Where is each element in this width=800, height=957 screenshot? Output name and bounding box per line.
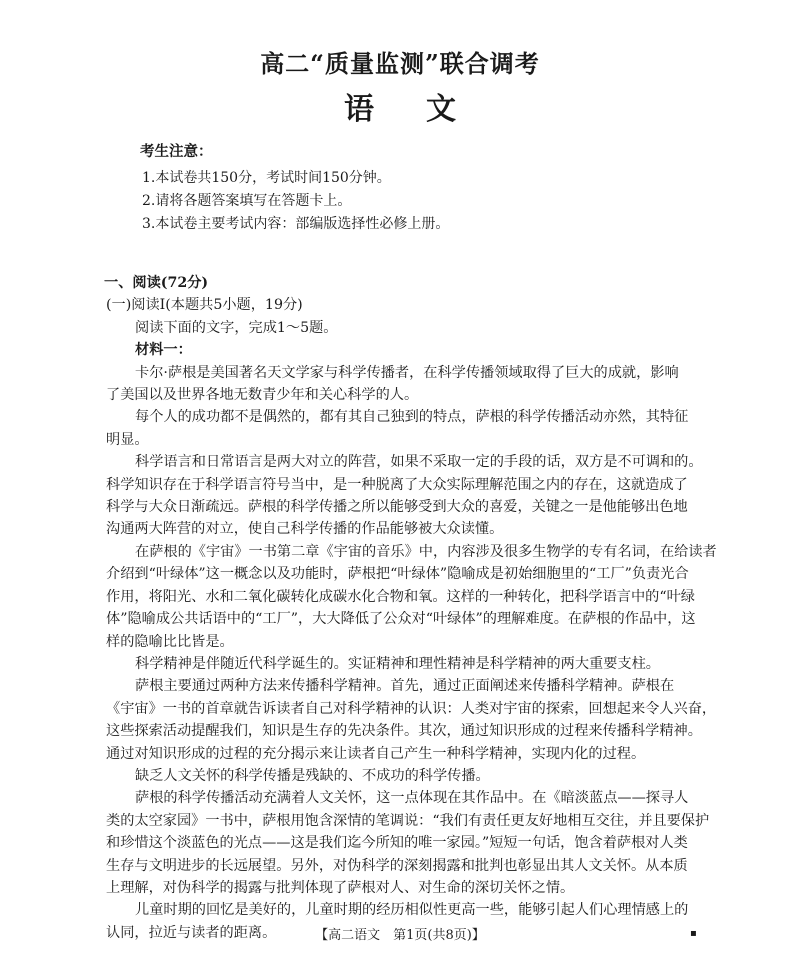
text-line: 科学与大众日渐疏远。萨根的科学传播之所以能够受到大众的喜爱，关键之一是他能够出色地 <box>106 499 688 516</box>
candidate-notice <box>140 140 449 236</box>
text-line: 认同，拉近与读者的距离。 <box>106 924 277 941</box>
text-line: 和珍惜这个淡蓝色的光点——这是我们迄今所知的唯一家园。”短短一句话，饱含着萨根对人类 <box>106 835 688 852</box>
notice-item: 3.本试卷主要考试内容：部编版选择性必修上册。 <box>142 216 450 232</box>
paragraph <box>106 765 700 787</box>
corner-mark: ▪ <box>690 928 697 939</box>
exam-title: 高二“质量监测”联合调考 <box>260 49 540 78</box>
paragraph <box>106 653 700 675</box>
text-line: 这些探索活动提醒我们，知识是生存的先决条件。其次，通过知识形成的过程来传播科学精神。 <box>106 723 702 740</box>
material-label: 材料一： <box>135 342 192 359</box>
paragraph <box>106 541 717 653</box>
notice-item: 2.请将各题答案填写在答题卡上。 <box>142 193 352 209</box>
text-line: 介绍到“叶绿体”这一概念以及功能时，萨根把“叶绿体”隐喻成是初始细胞里的“工厂”负责光合 <box>106 566 689 583</box>
paragraph <box>106 406 700 451</box>
sub-section-heading: (一)阅读Ⅰ(本题共5小题，19分) <box>106 297 303 314</box>
text-line: 沟通两大阵营的对立，使自己科学传播的作品能够被大众读懂。 <box>106 521 504 538</box>
text-line: 上理解，对伪科学的揭露与批判体现了萨根对人、对生命的深切关怀之情。 <box>106 879 575 896</box>
text-line: 儿童时期的回忆是美好的，儿童时期的经历相似性更高一些，能够引起人们心理情感上的 <box>135 902 689 919</box>
text-line: 缺乏人文关怀的科学传播是残缺的、不成功的科学传播。 <box>135 767 490 784</box>
text-line: 萨根的科学传播活动充满着人文关怀，这一点体现在其作品中。在《暗淡蓝点——探寻人 <box>135 790 689 807</box>
text-line: 生存与文明进步的长远展望。另外，对伪科学的深刻揭露和批判也彰显出其人文关怀。从本质 <box>106 857 688 874</box>
text-line: 科学精神是伴随近代科学诞生的。实证精神和理性精神是科学精神的两大重要支柱。 <box>135 655 660 672</box>
text-line: 通过对知识形成的过程的充分揭示来让读者自己产生一种科学精神，实现内化的过程。 <box>106 745 646 762</box>
text-line: 卡尔·萨根是美国著名天文学家与科学传播者，在科学传播领域取得了巨大的成就，影响 <box>135 364 679 381</box>
text-line: 科学知识存在于科学语言符号当中，是一种脱离了大众实际理解范围之内的存在，这就造成了 <box>106 476 688 493</box>
text-line: 样的隐喻比比皆是。 <box>106 633 234 650</box>
subject-char-1: 语 <box>344 92 374 127</box>
instruction: 阅读下面的文字，完成1～5题。 <box>135 319 338 336</box>
text-line: 类的太空家园》一书中，萨根用饱含深情的笔调说：“我们有责任更友好地相互交往，并且要保护 <box>106 812 710 829</box>
text-line: 每个人的成功都不是偶然的，都有其自己独到的特点，萨根的科学传播活动亦然，其特征 <box>135 409 689 426</box>
subject-char-2: 文 <box>426 92 456 127</box>
notice-item: 1.本试卷共150分，考试时间150分钟。 <box>142 170 391 186</box>
text-line: 在萨根的《宇宙》一书第二章《宇宙的音乐》中，内容涉及很多生物学的专有名词，在给读者 <box>135 543 717 560</box>
page-footer: 【高二语文 第1页(共8页)】 <box>315 928 485 943</box>
paragraph <box>106 362 700 407</box>
text-line: 明显。 <box>106 431 149 448</box>
paragraph <box>106 451 703 541</box>
text-line: 了美国以及世界各地无数青少年和关心科学的人。 <box>106 387 419 404</box>
text-line: 《宇宙》一书的首章就告诉读者自己对科学精神的认识：人类对宇宙的探索，回想起来令人兴奋， <box>106 700 717 717</box>
text-line: 科学语言和日常语言是两大对立的阵营，如果不采取一定的手段的话，双方是不可调和的。 <box>135 454 703 471</box>
notice-heading: 考生注意： <box>140 143 213 160</box>
text-line: 作用，将阳光、水和二氧化碳转化成碳水化合物和氧。这样的一种转化，把科学语言中的“叶绿 <box>106 588 695 605</box>
reading-section <box>104 272 717 944</box>
paragraph <box>106 675 717 765</box>
section-heading: 一、阅读(72分) <box>104 275 209 291</box>
text-line: 萨根主要通过两种方法来传播科学精神。首先，通过正面阐述来传播科学精神。萨根在 <box>135 678 675 695</box>
text-line: 体”隐喻成公共话语中的“工厂”，大大降低了公众对“叶绿体”的理解难度。在萨根的作品中，这 <box>106 611 696 628</box>
paragraph <box>106 787 710 899</box>
subject-title <box>0 84 800 128</box>
